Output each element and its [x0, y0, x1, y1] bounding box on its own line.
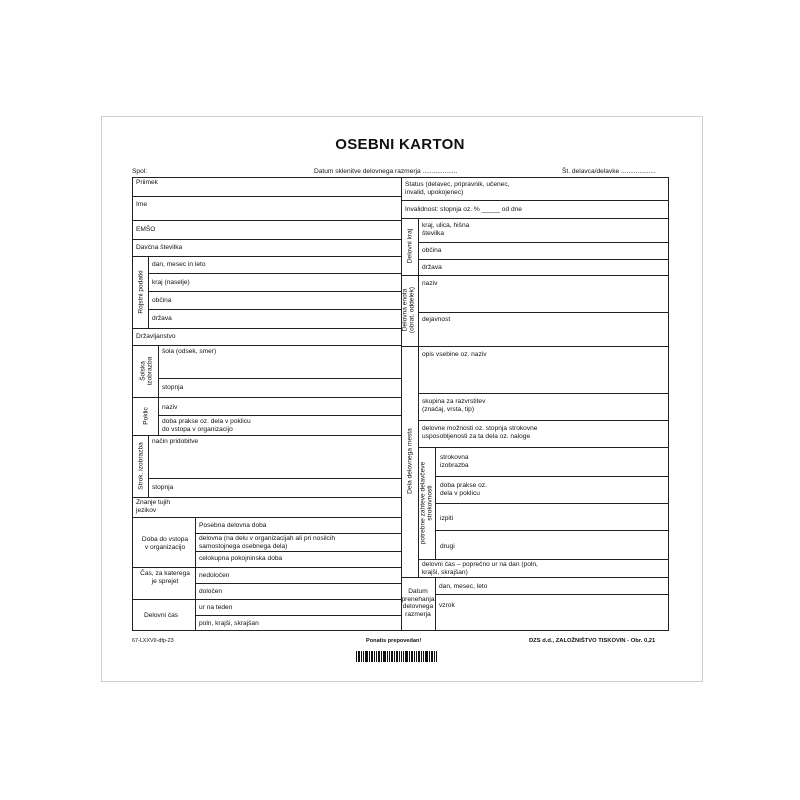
barcode-bar [414, 651, 415, 662]
barcode-bar [396, 651, 398, 662]
barcode-bar [411, 651, 413, 662]
delovne-moznosti-label: delovne možnosti oz. stopnja strokovne usposobljenosti za ta dela oz. naloge [422, 425, 538, 440]
barcode-bar [374, 651, 375, 662]
nacin-pridobitve-label: način pridobitve [152, 438, 199, 445]
barcode-bar [383, 651, 386, 662]
barcode-bar [361, 651, 362, 662]
publisher-label: DZS d.d., ZALOŽNIŠTVO TISKOVIN - Obr. 0,21 [529, 638, 656, 644]
barcode-bar [371, 651, 373, 662]
status-label: Status (delavec, pripravnik, učenec, invalid, upokojenec) [405, 181, 510, 196]
barcode-bar [423, 651, 424, 662]
sola-label: šola (odsek, smer) [162, 348, 217, 355]
barcode-bar [405, 651, 408, 662]
form-title: OSEBNI KARTON [335, 136, 465, 153]
barcode-bar [394, 651, 395, 662]
center-divider [401, 177, 402, 631]
form-code: 67-LXXVII-dfp-23 [132, 638, 174, 644]
invalidnost-label: Invalidnost: stopnja oz. % _____ od dne [405, 206, 522, 213]
spol-label: Spol: [132, 168, 148, 175]
datum-prenehanja-label: Datum prenehanja delovnega razmerja [401, 588, 435, 618]
delovna-doba-label: delovna (na delu v organizacijah ali pri nosilcih samostojnega osebnega dela) [199, 535, 335, 550]
strok-stopnja-label: stopnja [152, 484, 174, 491]
barcode-bar [431, 651, 433, 662]
enota-naziv-label: naziv [422, 280, 438, 287]
vzrok-label: vzrok [439, 602, 455, 609]
delovni-cas-left-label: Delovni čas [144, 612, 179, 619]
barcode-bar [403, 651, 404, 662]
strokovna-izobrazba-label: strokovna izobrazba [440, 454, 469, 469]
barcode-bar [376, 651, 377, 662]
barcode-bar [391, 651, 393, 662]
barcode-bar [416, 651, 417, 662]
barcode-bar [418, 651, 420, 662]
barcode-bar [429, 651, 430, 662]
barcode-bar [365, 651, 368, 662]
barcode-bar [358, 651, 360, 662]
delovni-cas-right-label: delovni čas – poprečno ur na dan (poln, krajši, skrajšan) [422, 561, 538, 576]
opis-vsebine-label: opis vsebine oz. naziv [422, 351, 487, 358]
doba-prakse-label: doba prakse oz. dela v poklicu do vstopa v organizacijo [162, 418, 251, 433]
stopnja-label: stopnja [162, 384, 184, 391]
copyright-notice: Ponatis prepovedan! [366, 638, 422, 644]
stevilka-delavca-label: Št. delavca/delavke ................... [562, 168, 656, 175]
poklic-naziv-label: naziv [162, 404, 178, 411]
drzavljanstvo-label: Državljanstvo [136, 333, 176, 340]
rojstni-drzava-label: država [152, 315, 172, 322]
barcode-bar [425, 651, 428, 662]
doba-prakse-right-label: doba prakse oz. dela v poklicu [440, 482, 487, 497]
izpiti-label: izpiti [440, 515, 454, 522]
posebna-doba-label: Posebna delovna doba [199, 522, 267, 529]
emso-label: EMŠO [136, 226, 156, 233]
poln-krajsi-label: poln, krajši, skrajšan [199, 620, 259, 627]
barcode-bar [399, 651, 400, 662]
rojstni-kraj-label: kraj (naselje) [152, 279, 190, 286]
barcode-bar [378, 651, 380, 662]
barcode-bar [387, 651, 388, 662]
barcode-bar [409, 651, 410, 662]
rojstni-datum-label: dan, mesec in leto [152, 261, 206, 268]
obcina-label: občina [422, 247, 442, 254]
barcode-bar [356, 651, 357, 662]
barcode-bar [421, 651, 422, 662]
priimek-label: Priimek [136, 179, 158, 186]
dolocen-label: določen [199, 588, 223, 595]
barcode [356, 651, 439, 662]
barcode-bar [436, 651, 437, 662]
barcode-bar [381, 651, 382, 662]
dan-mesec-leto-label: dan, mesec, leto [439, 583, 488, 590]
celokupna-doba-label: celokupna pokojninska doba [199, 555, 283, 562]
datum-sklenitve-label: Datum sklenitve delovnega razmerja ................... [314, 168, 458, 175]
doba-do-vstopa-label: Doba do vstopa v organizacijo [141, 536, 189, 551]
barcode-bar [389, 651, 390, 662]
cas-sprejema-label: Čas, za katerega je sprejet [140, 570, 190, 585]
barcode-bar [369, 651, 370, 662]
dejavnost-label: dejavnost [422, 316, 451, 323]
skupina-label: skupina za razvrstitev (značaj, vrsta, tip) [422, 398, 486, 413]
barcode-bar [363, 651, 364, 662]
rojstni-obcina-label: občina [152, 297, 172, 304]
kraj-ulica-label: kraj, ulica, hišna številka [422, 222, 470, 237]
drugi-label: drugi [440, 543, 455, 550]
znanje-jezikov-label: Znanje tujih jezikov [136, 499, 171, 514]
ur-na-teden-label: ur na teden [199, 604, 233, 611]
ime-label: Ime [136, 201, 147, 208]
drzava-label: država [422, 264, 442, 271]
nedolocen-label: nedoločen [199, 572, 230, 579]
davcna-label: Davčna številka [136, 244, 183, 251]
barcode-bar [401, 651, 402, 662]
barcode-bar [434, 651, 435, 662]
